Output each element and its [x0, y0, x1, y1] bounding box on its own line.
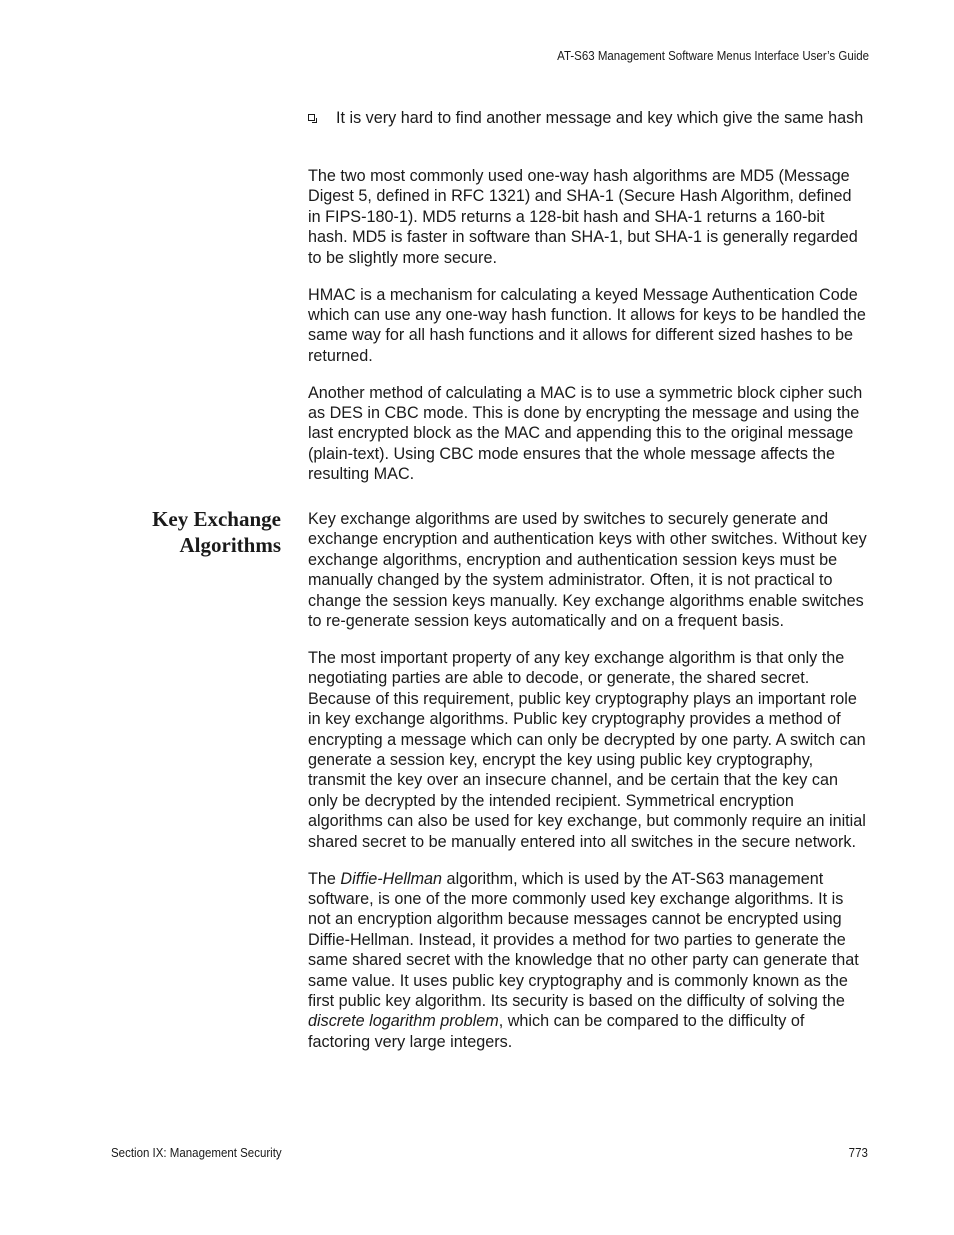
section-heading-line1: Key Exchange: [152, 507, 281, 531]
footer-page-number: 773: [848, 1146, 868, 1160]
emphasis-diffie-hellman: Diffie-Hellman: [340, 869, 443, 888]
section-heading-line2: Algorithms: [179, 533, 281, 557]
section-heading: [100, 506, 281, 558]
intro-paragraphs: [308, 166, 868, 501]
running-header: AT-S63 Management Software Menus Interface User’s Guide: [557, 49, 869, 63]
paragraph-diffie-hellman: [308, 869, 868, 1053]
paragraph-hmac: HMAC is a mechanism for calculating a keyed Message Authentication Code which can use any one-way hash function. It allows for keys to be handled the same way for all hash functions and it allows for different sized hashes to be returned.: [308, 285, 866, 365]
section-body: [308, 509, 868, 1069]
text-span: The: [308, 869, 341, 888]
emphasis-discrete-log: discrete logarithm problem: [308, 1012, 499, 1031]
bullet-text: It is very hard to find another message and key which give the same hash: [336, 109, 864, 127]
text-span: algorithm, which is used by the AT-S63 management software, is one of the more commonly used key exchange algorithms. It is not an encryption algorithm because messages cannot be encrypted using Diffie-Hellman. Instead, it provides a method for two parties to generate the same shared secret with the knowledge that no other party can generate that same value. It uses public key cryptography and is commonly known as the first public key algorithm. Its security is based on the difficulty of solving the: [308, 869, 859, 1010]
text-span: , which can be compared to the difficulty of factoring very large integers.: [308, 1012, 805, 1051]
paragraph-mac-cipher: Another method of calculating a MAC is to use a symmetric block cipher such as DES in CBC mode. This is done by encrypting the message and using the last encrypted block as the MAC and appending this to the original message (plain-text). Using CBC mode ensures that the whole message affects the resulting MAC.: [308, 383, 863, 484]
bullet-item: [308, 108, 868, 129]
paragraph-key-exchange-property: The most important property of any key exchange algorithm is that only the negotiating parties are able to decode, or generate, the shared secret. Because of this requirement, public key cryptography plays an important role in key exchange algorithms. Public key cryptography provides a method of encrypting a message which can only be decrypted by one party. A switch can generate a session key, encrypt the key using public key cryptography, transmit the key over an insecure channel, and be certain that the key can only be decrypted by the intended recipient. Symmetrical encryption algorithms can also be used for key exchange, but commonly require an initial shared secret to be manually entered into all switches in the secure network.: [308, 648, 866, 851]
footer-section-label: Section IX: Management Security: [111, 1146, 282, 1160]
checkbox-bullet-icon: [308, 114, 315, 121]
paragraph-key-exchange-intro: Key exchange algorithms are used by switches to securely generate and exchange encryption and authentication keys with other switches. Without key exchange algorithms, encryption and authentication session keys must be manually changed by the system administrator. Often, it is not practical to change the session keys manually. Key exchange algorithms enable switches to re-generate session keys automatically and on a frequent basis.: [308, 510, 867, 631]
paragraph-hash-algorithms: The two most commonly used one-way hash algorithms are MD5 (Message Digest 5, defined in RFC 1321) and SHA-1 (Secure Hash Algorithm, defined in FIPS-180-1). MD5 returns a 128-bit hash and SHA-1 returns a 160-bit hash. MD5 is faster in software than SHA-1, but SHA-1 is generally regarded to be slightly more secure.: [308, 167, 858, 267]
